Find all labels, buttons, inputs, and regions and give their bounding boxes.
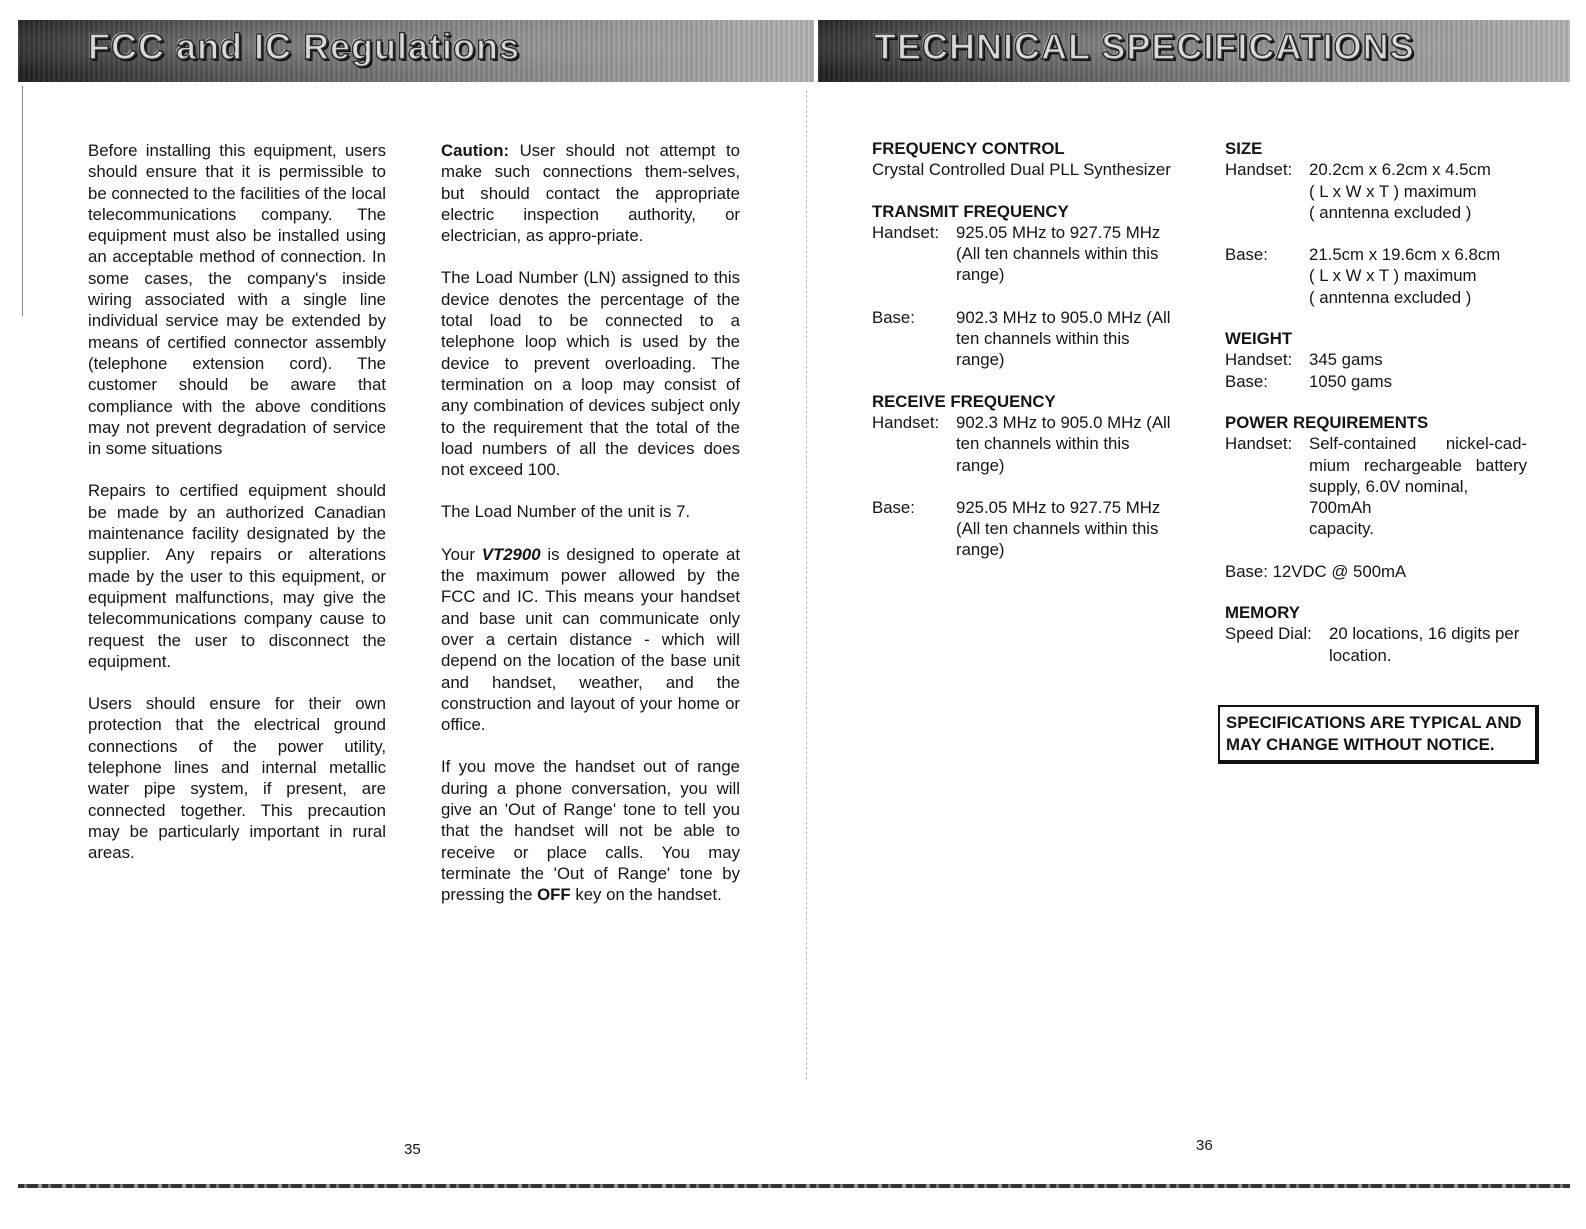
left-margin-rule: [22, 86, 23, 316]
specs-column-1: [872, 138, 1174, 581]
transmit-frequency-section: [872, 201, 1174, 371]
power-range-paragraph: [441, 544, 740, 736]
size-handset-row: [1225, 159, 1527, 223]
unit-load-number: The Load Number of the unit is 7.: [441, 502, 691, 522]
size-section: [1225, 138, 1527, 308]
tech-specs-header-title: TECHNICAL SPECIFICATIONS: [874, 26, 1415, 67]
transmit-handset-value: 925.05 MHz to 927.75 MHz (All ten channels within this range): [956, 222, 1161, 285]
receive-frequency-title: RECEIVE FREQUENCY: [872, 391, 1056, 411]
power-handset-value: Self-contained nickel-cad-mium rechargeable battery supply, 6.0V nominal,: [1309, 434, 1527, 496]
page-gutter: [806, 90, 807, 1080]
specifications-notice-box: SPECIFICATIONS ARE TYPICAL AND MAY CHANGE WITHOUT NOTICE.: [1218, 705, 1539, 764]
size-base-note: ( L x W x T ) maximum: [1309, 266, 1477, 286]
power-title: POWER REQUIREMENTS: [1225, 412, 1429, 432]
transmit-handset-label: Handset:: [872, 222, 940, 242]
transmit-frequency-title: TRANSMIT FREQUENCY: [872, 201, 1069, 221]
receive-base-label: Base:: [872, 497, 915, 517]
weight-base-value: 1050 gams: [1309, 371, 1393, 391]
size-handset-note: ( L x W x T ) maximum: [1309, 181, 1477, 201]
off-key: OFF: [537, 885, 571, 905]
weight-section: [1225, 328, 1527, 392]
bottom-rule: [18, 1184, 1570, 1188]
transmit-base-value: 902.3 MHz to 905.0 MHz (All ten channels within this range): [956, 307, 1171, 370]
power-range-pre: Your: [441, 544, 475, 564]
weight-handset-value: 345 gams: [1309, 350, 1383, 370]
speed-dial-value: 20 locations, 16 digits per location.: [1329, 624, 1520, 665]
specs-column-2: [1225, 138, 1527, 686]
frequency-control-text: Crystal Controlled Dual PLL Synthesizer: [872, 160, 1171, 180]
memory-speed-dial-row: [1225, 623, 1527, 666]
transmit-base-row: [872, 307, 1174, 371]
power-section: [1225, 412, 1527, 582]
memory-title: MEMORY: [1225, 603, 1300, 623]
installation-paragraph: Before installing this equipment, users should ensure that it is permissible to be connected to the facilities of the local telecommunications company. The equipment must also be installed using an acceptable method of connection. In some cases, the company's inside wiring associated with a single line individual service may be extended by means of certified connector assembly (telephone extension cord). The customer should be aware that compliance with the above conditions may not prevent degradation of service in some situations: [88, 141, 386, 459]
size-base-label: Base:: [1225, 245, 1268, 265]
fcc-ic-header-banner: [18, 20, 814, 82]
speed-dial-label: Speed Dial:: [1225, 624, 1312, 644]
frequency-control-title: FREQUENCY CONTROL: [872, 139, 1065, 158]
fcc-ic-header-title: FCC and IC Regulations: [88, 26, 521, 67]
receive-handset-value: 902.3 MHz to 905.0 MHz (All ten channels within this range): [956, 412, 1171, 475]
receive-handset-row: [872, 412, 1174, 476]
caution-paragraph: [441, 140, 740, 246]
size-handset-values: [1309, 159, 1527, 223]
power-handset-values: [1309, 433, 1527, 539]
tech-specs-header-banner: [818, 20, 1570, 82]
size-handset-label: Handset:: [1225, 160, 1293, 180]
out-of-range-post: key on the handset.: [575, 885, 722, 905]
power-handset-capacity: 700mAh: [1309, 498, 1372, 518]
receive-base-value: 925.05 MHz to 927.75 MHz (All ten channels within this range): [956, 497, 1161, 560]
size-handset-dims: 20.2cm x 6.2cm x 4.5cm: [1309, 160, 1491, 180]
receive-base-row: [872, 497, 1174, 561]
size-base-row: [1225, 244, 1527, 308]
size-base-excl: ( anntenna excluded ): [1309, 287, 1472, 307]
caution-text: User should not attempt to make such connections them-selves, but should contact the appropriate electric inspection authority, or electrician, as appro-priate.: [441, 141, 740, 246]
fcc-column-1: [88, 140, 386, 885]
weight-title: WEIGHT: [1225, 329, 1293, 349]
out-of-range-pre: If you move the handset out of range during a phone conversation, you will give an 'Out of Range' tone to tell you that the handset will not be able to receive or place calls. You may terminate the 'Out of Range' tone by pressing the: [441, 757, 740, 905]
weight-base-label: Base:: [1225, 371, 1268, 391]
weight-handset-row: [1225, 349, 1527, 370]
size-title: SIZE: [1225, 139, 1263, 158]
memory-section: [1225, 602, 1527, 666]
power-handset-row: [1225, 433, 1527, 539]
weight-handset-label: Handset:: [1225, 350, 1293, 370]
out-of-range-paragraph: [441, 756, 740, 905]
repairs-paragraph: Repairs to certified equipment should be made by an authorized Canadian maintenance facility designated by the supplier. Any repairs or alterations made by the user to this equipment, or equipment malfunctions, may give the telecommunications company cause to request the user to disconnect the equipment.: [88, 481, 386, 671]
size-base-dims: 21.5cm x 19.6cm x 6.8cm: [1309, 245, 1501, 265]
power-handset-capacity-2: capacity.: [1309, 519, 1374, 539]
size-handset-excl: ( anntenna excluded ): [1309, 202, 1472, 222]
grounding-paragraph: Users should ensure for their own protection that the electrical ground connections of the power utility, telephone lines and internal metallic water pipe system, if present, are connected together. This precaution may be particularly important in rural areas.: [88, 694, 386, 863]
page-number-left: 35: [404, 1141, 421, 1158]
weight-base-row: [1225, 371, 1527, 392]
size-base-values: [1309, 244, 1527, 308]
transmit-handset-row: [872, 222, 1174, 286]
receive-frequency-section: [872, 391, 1174, 561]
caution-label: Caution:: [441, 141, 510, 160]
power-base-row: [1225, 561, 1527, 582]
model-number: VT2900: [481, 544, 541, 564]
power-handset-label: Handset:: [1225, 434, 1293, 454]
fcc-column-2: [441, 140, 740, 927]
receive-handset-label: Handset:: [872, 412, 940, 432]
power-base-text: Base: 12VDC @ 500mA: [1225, 561, 1407, 581]
load-number-paragraph: The Load Number (LN) assigned to this device denotes the percentage of the total load to be connected to a telephone loop which is used by the device to prevent overloading. The termination on a loop may consist of any combination of devices subject only to the requirement that the total of the load numbers of all the devices does not exceed 100.: [441, 268, 740, 480]
page-number-right: 36: [1196, 1137, 1213, 1154]
frequency-control-section: [872, 138, 1174, 181]
power-range-post: is designed to operate at the maximum power allowed by the FCC and IC. This means your handset and base unit can communicate only over a certain distance - which will depend on the location of the base unit and handset, weather, and the construction and layout of your home or office.: [441, 544, 740, 735]
transmit-base-label: Base:: [872, 307, 915, 327]
